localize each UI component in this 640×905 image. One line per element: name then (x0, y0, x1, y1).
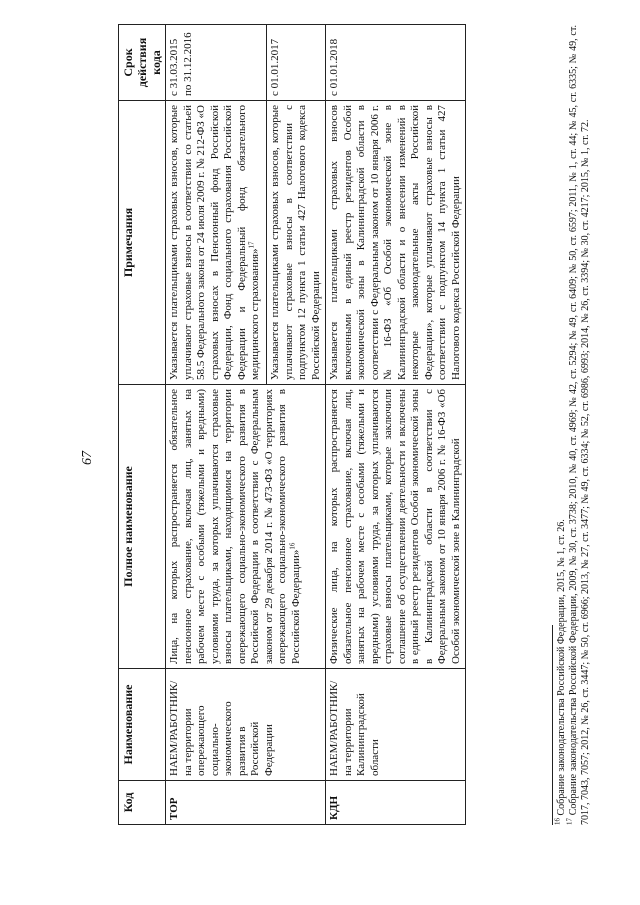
header-notes: Примечания (119, 101, 166, 385)
row-full-name (166, 385, 326, 669)
footnote-text: Собрание законодательства Российской Федерации, 2015, № 1, ст. 26. (556, 519, 567, 816)
row-name: НАЕМ/РАБОТНИК/на территории опережающего социально-экономического развития в Российской Федерации (166, 669, 326, 781)
note-text: Указывается плательщиками страховых взносов, которые уплачивают страховые взносы в соответствии со статьей 58.5 Федерального закона от 24 июля 2009 г. № 212-ФЗ «О страховых взносах в Пенсионный фонд Российской Федерации, Фонд социального страхования Российской Федерации и Федеральный фонд обязательного медицинского страхования» (168, 105, 261, 380)
footnote (553, 25, 568, 825)
table-row (326, 25, 466, 825)
row-validity: с 31.03.2015 по 31.12.2016 (166, 25, 267, 101)
footnote-number: 17 (565, 818, 574, 825)
table-row (166, 25, 267, 825)
footnote-number: 16 (553, 818, 562, 825)
header-validity: Срок действия кода (119, 25, 166, 101)
table-header-row (119, 25, 166, 825)
row-validity: с 01.01.2017 (267, 25, 326, 101)
row-note: Указывается плательщиками страховых взносов, которые уплачивают страховые взносы в соответствии с подпунктом 12 пункта 1 статьи 427 Налогового кодекса Российской Федерации (267, 101, 326, 385)
header-full-name: Полное наименование (119, 385, 166, 669)
footnote-text: Собрание законодательства Российской Федерации, 2009, № 30, ст. 3738; 2010, № 40, ст. 4969; № 42, ст. 5294; № 49, ст. 6409; № 50, ст. 6597; 2011, № 1, ст. 44; № 45, ст. 6335; № 49, ст. 7017, 7043, 7057; 2012, № 26, ст. 3447; № 50, ст. 6966; 2013, № 27, ст. 3477; № 49, ст. 6334; № 52, ст. 6986, 6993; 2014, № 26, ст. 3394; № 30, ст. 4217; 2015, № 1, ст. 72. (568, 25, 591, 825)
footnote-ref: 16 (287, 542, 296, 550)
row-note: Указывается плательщиками страховых взносов включенными в единый реестр резидентов Особой экономической зоны в Калининградской области в соответствии с Федеральным законом от 10 января 2006 г. № 16-ФЗ «Об Особой экономической зоне в Калининградской области и о внесении изменений в некоторые законодательные акты Российской Федерации», которые уплачивают страховые взносы в соответствии с подпунктом 14 пункта 1 статьи 427 Налогового кодекса Российской Федерации (326, 101, 466, 385)
footnote-divider (552, 625, 553, 825)
header-code: Код (119, 781, 166, 825)
row-validity: с 01.01.2018 (326, 25, 466, 101)
footnote-ref: 17 (247, 241, 256, 249)
full-name-text: Лица, на которых распространяется обязательное пенсионное страхование, включая лиц, занятых на рабочем месте с особыми (тяжелыми и вредными) условиями труда, за которых уплачиваются страховые взносы плательщиками, находящимися на территории опережающего социально-экономического развития в Российской Федерации в соответствии с Федеральным законом от 29 декабря 2014 г. № 473-ФЗ «О территориях опережающего социально-экономического развития в Российской Федерации» (168, 389, 302, 664)
footnotes (553, 25, 592, 825)
row-name: НАЕМ/РАБОТНИК/на территории Калининградской области (326, 669, 466, 781)
row-full-name: Физические лица, на которых распространяется обязательное пенсионное страхование, включая лиц, занятых на рабочем месте с особыми (тяжелыми и вредными) условиями труда, за которых уплачиваются страховые взносы плательщиками, которые заключили соглашение об осуществлении деятельности и включены в единый реестр резидентов Особой экономической зоны в Калининградской области в соответствии с Федеральным законом от 10 января 2006 г. № 16-ФЗ «Об Особой экономической зоне в Калининградской (326, 385, 466, 669)
codes-table (118, 24, 466, 825)
row-code: КДН (326, 781, 466, 825)
row-note (166, 101, 267, 385)
row-code: ТОР (166, 781, 326, 825)
page-number: 67 (80, 451, 95, 465)
header-name: Наименование (119, 669, 166, 781)
footnote (565, 25, 592, 825)
